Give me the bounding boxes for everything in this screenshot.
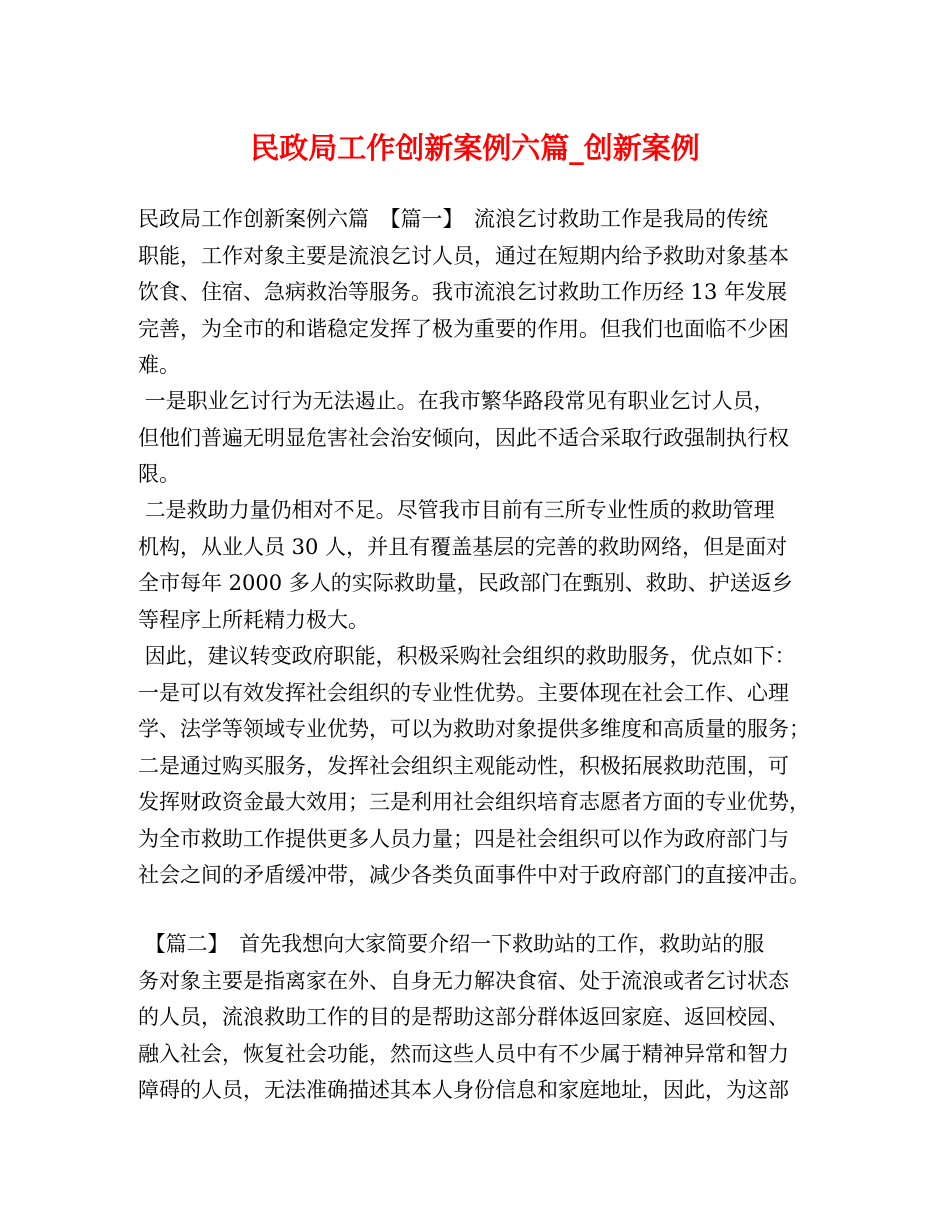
text-line: 完善，为全市的和谐稳定发挥了极为重要的作用。但我们也面临不少困 — [138, 316, 789, 341]
text-line: 的人员，流浪救助工作的目的是帮助这部分群体返回家庭、返回校园、 — [138, 1005, 789, 1029]
text-line: 民政局工作创新案例六篇 【篇一】 流浪乞讨救助工作是我局的传统 — [138, 207, 768, 231]
text-line: 为全市救助工作提供更多人员力量；四是社会组织可以作为政府部门与 — [138, 826, 789, 851]
text-line: 学、法学等领域专业优势，可以为救助对象提供多维度和高质量的服务； — [138, 717, 810, 741]
text-line: 一是职业乞讨行为无法遏止。在我市繁华路段常见有职业乞讨人员， — [138, 389, 775, 413]
paragraph-recommendation — [138, 638, 838, 894]
text-line: 全市每年 2000 多人的实际救助量，民政部门在甄别、救助、护送返乡 — [138, 571, 793, 595]
text-line: 一是可以有效发挥社会组织的专业性优势。主要体现在社会工作、心理 — [138, 680, 789, 705]
text-line: 障碍的人员，无法准确描述其本人身份信息和家庭地址，因此，为这部 — [138, 1078, 789, 1102]
text-line: 发挥财政资金最大效用；三是利用社会组织培育志愿者方面的专业优势， — [138, 790, 810, 814]
text-line: 职能，工作对象主要是流浪乞讨人员，通过在短期内给予救助对象基本 — [138, 243, 789, 268]
text-line: 【篇二】 首先我想向大家简要介绍一下救助站的工作，救助站的服 — [138, 932, 765, 956]
text-line: 务对象主要是指离家在外、自身无力解决食宿、处于流浪或者乞讨状态 — [138, 968, 789, 993]
paragraph-point-two — [138, 492, 838, 638]
text-line: 二是通过购买服务，发挥社会组织主观能动性，积极拓展救助范围，可 — [138, 753, 789, 778]
text-line: 机构，从业人员 30 人，并且有覆盖基层的完善的救助网络，但是面对 — [138, 534, 788, 559]
text-line: 限。 — [138, 462, 180, 486]
text-line: 等程序上所耗精力极大。 — [138, 607, 369, 632]
text-line: 融入社会，恢复社会功能，然而这些人员中有不少属于精神异常和智力 — [138, 1041, 789, 1066]
text-line: 但他们普遍无明显危害社会治安倾向，因此不适合采取行政强制执行权 — [138, 425, 789, 450]
text-line: 社会之间的矛盾缓冲带，减少各类负面事件中对于政府部门的直接冲击。 — [138, 863, 810, 887]
text-line: 二是救助力量仍相对不足。尽管我市目前有三所专业性质的救助管理 — [138, 498, 775, 522]
paragraph-intro — [138, 201, 838, 384]
paragraph-point-one — [138, 383, 838, 493]
text-line: 饮食、住宿、急病救治等服务。我市流浪乞讨救助工作历经 13 年发展 — [138, 280, 788, 304]
text-line: 难。 — [138, 353, 180, 377]
paragraph-part-two — [138, 926, 838, 1109]
text-line: 因此，建议转变政府职能，积极采购社会组织的救助服务，优点如下： — [138, 644, 796, 668]
document-title: 民政局工作创新案例六篇_创新案例 — [250, 131, 700, 165]
